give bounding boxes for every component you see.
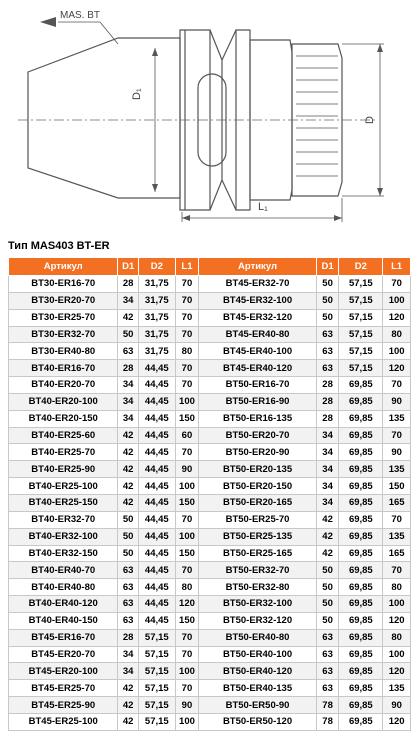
cell-value: 80 <box>175 343 199 360</box>
cell-value: 69,85 <box>339 680 383 697</box>
table-row <box>9 427 411 444</box>
table-row <box>9 309 411 326</box>
spec-table <box>8 257 411 731</box>
cell-value: 63 <box>118 579 138 596</box>
cell-article: BT50-ER40-80 <box>199 629 317 646</box>
cell-value: 57,15 <box>138 629 175 646</box>
table-row <box>9 377 411 394</box>
cell-value: 70 <box>175 377 199 394</box>
cell-value: 69,85 <box>339 545 383 562</box>
cell-value: 44,45 <box>138 545 175 562</box>
table-row <box>9 596 411 613</box>
cell-article: BT40-ER16-70 <box>9 360 118 377</box>
cell-value: 70 <box>175 292 199 309</box>
cell-value: 70 <box>383 427 411 444</box>
cell-article: BT40-ER40-120 <box>9 596 118 613</box>
cell-article: BT50-ER20-70 <box>199 427 317 444</box>
cell-value: 63 <box>118 612 138 629</box>
cell-value: 34 <box>118 377 138 394</box>
cell-value: 57,15 <box>339 360 383 377</box>
cell-value: 44,45 <box>138 612 175 629</box>
cell-value: 63 <box>316 646 339 663</box>
cell-value: 78 <box>316 697 339 714</box>
cell-value: 28 <box>316 377 339 394</box>
cell-value: 70 <box>175 646 199 663</box>
cell-article: BT40-ER20-100 <box>9 393 118 410</box>
cell-value: 120 <box>383 612 411 629</box>
cell-article: BT45-ER25-90 <box>9 697 118 714</box>
cell-value: 34 <box>316 478 339 495</box>
cell-article: BT50-ER32-100 <box>199 596 317 613</box>
cell-value: 57,15 <box>339 326 383 343</box>
table-row <box>9 360 411 377</box>
table-row <box>9 276 411 293</box>
cell-value: 69,85 <box>339 444 383 461</box>
cell-value: 42 <box>316 528 339 545</box>
cell-value: 80 <box>383 326 411 343</box>
cell-article: BT45-ER25-100 <box>9 713 118 730</box>
cell-article: BT50-ER20-135 <box>199 461 317 478</box>
cell-value: 28 <box>118 276 138 293</box>
cell-value: 69,85 <box>339 478 383 495</box>
collet-nut <box>292 44 342 196</box>
cell-value: 42 <box>118 427 138 444</box>
cell-value: 44,45 <box>138 528 175 545</box>
cell-value: 80 <box>383 579 411 596</box>
cell-value: 50 <box>118 511 138 528</box>
label-d: D <box>364 116 376 124</box>
cell-value: 69,85 <box>339 697 383 714</box>
cell-article: BT50-ER20-165 <box>199 494 317 511</box>
cell-value: 50 <box>316 562 339 579</box>
col-header: D1 <box>118 258 138 276</box>
col-header: L1 <box>175 258 199 276</box>
cell-value: 50 <box>316 309 339 326</box>
cell-value: 100 <box>383 646 411 663</box>
cell-value: 28 <box>118 629 138 646</box>
cell-value: 50 <box>316 612 339 629</box>
label-d1: D₁ <box>131 88 143 100</box>
cell-value: 57,15 <box>138 646 175 663</box>
cell-value: 100 <box>383 596 411 613</box>
cell-value: 63 <box>316 680 339 697</box>
cell-article: BT45-ER32-70 <box>199 276 317 293</box>
table-row <box>9 343 411 360</box>
cell-value: 90 <box>383 393 411 410</box>
table-row <box>9 528 411 545</box>
cell-value: 69,85 <box>339 629 383 646</box>
col-header: D1 <box>316 258 339 276</box>
cell-value: 135 <box>383 528 411 545</box>
cell-value: 165 <box>383 545 411 562</box>
cell-value: 42 <box>118 713 138 730</box>
cell-value: 70 <box>175 680 199 697</box>
cell-value: 150 <box>175 494 199 511</box>
cell-value: 60 <box>175 427 199 444</box>
cell-value: 69,85 <box>339 713 383 730</box>
cell-article: BT40-ER20-70 <box>9 377 118 394</box>
cell-value: 28 <box>118 360 138 377</box>
col-header: Артикул <box>9 258 118 276</box>
cell-value: 44,45 <box>138 427 175 444</box>
cell-value: 120 <box>383 663 411 680</box>
cell-article: BT45-ER40-120 <box>199 360 317 377</box>
table-row <box>9 393 411 410</box>
col-header: D2 <box>339 258 383 276</box>
cell-article: BT40-ER25-90 <box>9 461 118 478</box>
cell-value: 69,85 <box>339 494 383 511</box>
table-row <box>9 663 411 680</box>
cell-article: BT45-ER16-70 <box>9 629 118 646</box>
cell-value: 31,75 <box>138 343 175 360</box>
col-header: L1 <box>383 258 411 276</box>
cell-value: 34 <box>118 292 138 309</box>
cell-value: 69,85 <box>339 579 383 596</box>
cell-value: 135 <box>383 461 411 478</box>
table-row <box>9 646 411 663</box>
table-row <box>9 697 411 714</box>
cell-article: BT50-ER20-90 <box>199 444 317 461</box>
cell-article: BT50-ER16-90 <box>199 393 317 410</box>
taper-shank <box>28 38 180 198</box>
cell-value: 57,15 <box>339 276 383 293</box>
cell-value: 70 <box>383 511 411 528</box>
cell-value: 90 <box>175 461 199 478</box>
cell-value: 34 <box>316 427 339 444</box>
cell-value: 63 <box>316 343 339 360</box>
table-row <box>9 579 411 596</box>
col-header: Артикул <box>199 258 317 276</box>
cell-value: 42 <box>118 697 138 714</box>
tool-holder-drawing <box>0 0 420 232</box>
cell-value: 57,15 <box>138 697 175 714</box>
cell-value: 42 <box>118 461 138 478</box>
cell-article: BT40-ER32-100 <box>9 528 118 545</box>
cell-article: BT50-ER32-70 <box>199 562 317 579</box>
cell-value: 50 <box>316 596 339 613</box>
cell-article: BT40-ER25-70 <box>9 444 118 461</box>
cell-value: 150 <box>175 410 199 427</box>
cell-article: BT50-ER16-135 <box>199 410 317 427</box>
label-mas-bt: MAS. BT <box>60 10 101 21</box>
cell-article: BT30-ER20-70 <box>9 292 118 309</box>
cell-article: BT40-ER40-80 <box>9 579 118 596</box>
cell-article: BT50-ER25-165 <box>199 545 317 562</box>
cell-value: 100 <box>383 343 411 360</box>
cell-value: 69,85 <box>339 612 383 629</box>
cell-value: 34 <box>118 646 138 663</box>
cell-value: 100 <box>175 478 199 495</box>
cell-value: 90 <box>383 444 411 461</box>
cell-article: BT30-ER25-70 <box>9 309 118 326</box>
cell-value: 100 <box>175 393 199 410</box>
cell-article: BT45-ER40-100 <box>199 343 317 360</box>
cell-value: 100 <box>175 663 199 680</box>
cell-value: 150 <box>383 478 411 495</box>
table-title: Тип MAS403 BT-ER <box>8 240 110 252</box>
cell-value: 57,15 <box>339 309 383 326</box>
cell-value: 100 <box>175 713 199 730</box>
cell-value: 70 <box>383 562 411 579</box>
cell-value: 70 <box>175 629 199 646</box>
cell-value: 69,85 <box>339 377 383 394</box>
cell-value: 44,45 <box>138 494 175 511</box>
cell-article: BT40-ER25-150 <box>9 494 118 511</box>
cell-value: 63 <box>316 629 339 646</box>
cell-article: BT40-ER20-150 <box>9 410 118 427</box>
cell-value: 42 <box>118 309 138 326</box>
cell-value: 44,45 <box>138 360 175 377</box>
table-row <box>9 545 411 562</box>
cell-value: 63 <box>118 343 138 360</box>
cell-value: 69,85 <box>339 511 383 528</box>
cell-value: 63 <box>118 562 138 579</box>
cell-article: BT50-ER50-120 <box>199 713 317 730</box>
cell-value: 70 <box>175 511 199 528</box>
cell-article: BT50-ER50-90 <box>199 697 317 714</box>
cell-value: 69,85 <box>339 461 383 478</box>
table-row <box>9 461 411 478</box>
cell-value: 44,45 <box>138 444 175 461</box>
cell-value: 50 <box>118 326 138 343</box>
cell-value: 50 <box>118 528 138 545</box>
label-l1: L₁ <box>258 201 268 213</box>
cell-value: 135 <box>383 680 411 697</box>
cell-value: 50 <box>118 545 138 562</box>
cell-article: BT45-ER32-100 <box>199 292 317 309</box>
cell-value: 44,45 <box>138 579 175 596</box>
cell-value: 44,45 <box>138 511 175 528</box>
nut-knurl <box>296 56 338 176</box>
cell-value: 28 <box>316 393 339 410</box>
cell-value: 63 <box>118 596 138 613</box>
cell-value: 150 <box>175 612 199 629</box>
cell-value: 70 <box>383 276 411 293</box>
table-row <box>9 629 411 646</box>
cell-value: 69,85 <box>339 562 383 579</box>
cell-value: 57,15 <box>339 292 383 309</box>
cell-value: 69,85 <box>339 596 383 613</box>
cell-value: 69,85 <box>339 528 383 545</box>
cell-value: 44,45 <box>138 562 175 579</box>
cell-value: 44,45 <box>138 410 175 427</box>
col-header: D2 <box>138 258 175 276</box>
cell-article: BT50-ER16-70 <box>199 377 317 394</box>
cell-article: BT40-ER25-60 <box>9 427 118 444</box>
cell-value: 44,45 <box>138 461 175 478</box>
cell-value: 63 <box>316 663 339 680</box>
cell-value: 70 <box>175 276 199 293</box>
table-row <box>9 478 411 495</box>
cell-value: 44,45 <box>138 478 175 495</box>
cell-value: 120 <box>383 360 411 377</box>
cell-value: 28 <box>316 410 339 427</box>
cell-value: 70 <box>175 326 199 343</box>
cell-article: BT40-ER40-70 <box>9 562 118 579</box>
cell-value: 42 <box>316 545 339 562</box>
cell-value: 34 <box>118 410 138 427</box>
cell-value: 70 <box>175 309 199 326</box>
cell-article: BT50-ER40-120 <box>199 663 317 680</box>
cell-value: 34 <box>118 393 138 410</box>
cell-value: 120 <box>383 713 411 730</box>
cell-value: 57,15 <box>138 713 175 730</box>
cell-value: 70 <box>383 377 411 394</box>
cell-value: 69,85 <box>339 410 383 427</box>
cell-article: BT40-ER32-150 <box>9 545 118 562</box>
cell-value: 57,15 <box>138 663 175 680</box>
cell-value: 42 <box>316 511 339 528</box>
table-row <box>9 410 411 427</box>
cell-article: BT30-ER40-80 <box>9 343 118 360</box>
cell-value: 50 <box>316 292 339 309</box>
cell-value: 150 <box>175 545 199 562</box>
cell-value: 70 <box>175 360 199 377</box>
cell-value: 42 <box>118 494 138 511</box>
cell-value: 120 <box>175 596 199 613</box>
table-row <box>9 292 411 309</box>
cell-article: BT50-ER25-70 <box>199 511 317 528</box>
cell-value: 135 <box>383 410 411 427</box>
cell-value: 44,45 <box>138 596 175 613</box>
cell-article: BT45-ER25-70 <box>9 680 118 697</box>
cell-value: 90 <box>383 697 411 714</box>
cell-article: BT50-ER32-80 <box>199 579 317 596</box>
table-header-row <box>9 258 411 276</box>
cell-value: 78 <box>316 713 339 730</box>
cell-value: 34 <box>316 444 339 461</box>
cell-value: 34 <box>316 461 339 478</box>
cell-value: 80 <box>383 629 411 646</box>
table-row <box>9 713 411 730</box>
cell-value: 42 <box>118 444 138 461</box>
cell-value: 69,85 <box>339 646 383 663</box>
cell-value: 80 <box>175 579 199 596</box>
cell-article: BT50-ER40-100 <box>199 646 317 663</box>
cell-value: 70 <box>175 444 199 461</box>
cell-article: BT40-ER25-100 <box>9 478 118 495</box>
cell-article: BT50-ER40-135 <box>199 680 317 697</box>
cell-article: BT45-ER40-80 <box>199 326 317 343</box>
cell-value: 100 <box>383 292 411 309</box>
cell-value: 31,75 <box>138 276 175 293</box>
cell-value: 69,85 <box>339 427 383 444</box>
cell-article: BT40-ER32-70 <box>9 511 118 528</box>
cell-article: BT30-ER16-70 <box>9 276 118 293</box>
cell-value: 70 <box>175 562 199 579</box>
cell-article: BT30-ER32-70 <box>9 326 118 343</box>
cell-article: BT45-ER20-70 <box>9 646 118 663</box>
cell-value: 165 <box>383 494 411 511</box>
cell-article: BT50-ER20-150 <box>199 478 317 495</box>
cell-value: 57,15 <box>339 343 383 360</box>
cell-value: 44,45 <box>138 393 175 410</box>
cell-value: 34 <box>316 494 339 511</box>
cell-article: BT45-ER32-120 <box>199 309 317 326</box>
cell-value: 69,85 <box>339 393 383 410</box>
cell-value: 69,85 <box>339 663 383 680</box>
cell-article: BT40-ER40-150 <box>9 612 118 629</box>
cell-value: 63 <box>316 326 339 343</box>
cell-value: 31,75 <box>138 326 175 343</box>
table-row <box>9 444 411 461</box>
cell-value: 31,75 <box>138 309 175 326</box>
table-row <box>9 680 411 697</box>
cell-value: 100 <box>175 528 199 545</box>
cell-value: 34 <box>118 663 138 680</box>
cell-value: 90 <box>175 697 199 714</box>
cell-article: BT50-ER32-120 <box>199 612 317 629</box>
cell-value: 63 <box>316 360 339 377</box>
cell-value: 31,75 <box>138 292 175 309</box>
cell-value: 50 <box>316 276 339 293</box>
cell-value: 44,45 <box>138 377 175 394</box>
cell-value: 120 <box>383 309 411 326</box>
cell-value: 50 <box>316 579 339 596</box>
table-row <box>9 511 411 528</box>
cell-value: 42 <box>118 680 138 697</box>
table-row <box>9 562 411 579</box>
table-row <box>9 326 411 343</box>
cell-article: BT50-ER25-135 <box>199 528 317 545</box>
cell-article: BT45-ER20-100 <box>9 663 118 680</box>
cell-value: 42 <box>118 478 138 495</box>
table-row <box>9 612 411 629</box>
table-row <box>9 494 411 511</box>
cell-value: 57,15 <box>138 680 175 697</box>
